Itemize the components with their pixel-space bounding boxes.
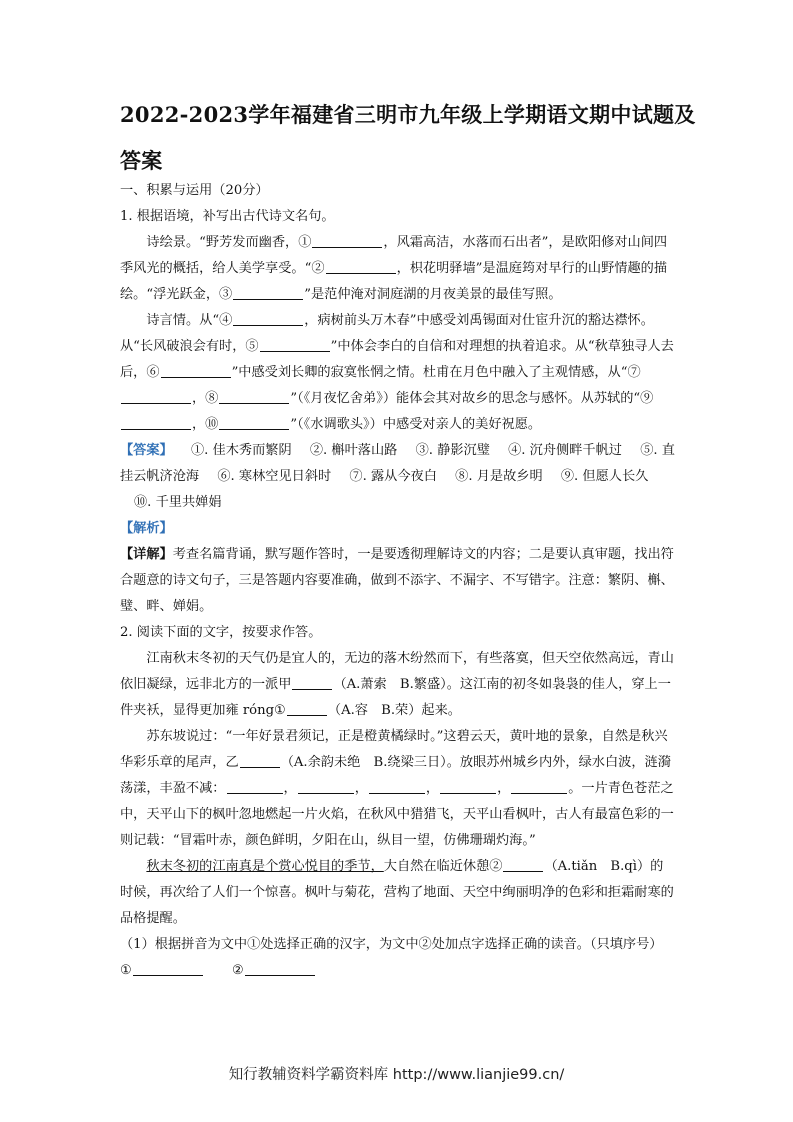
answer-item: ④. 沉舟侧畔千帆过	[508, 443, 622, 458]
answer-blank[interactable]	[219, 389, 289, 404]
question-1-prompt: 1. 根据语境，补写出古代诗文名句。	[120, 209, 335, 224]
answer-blank[interactable]	[133, 961, 203, 976]
detail-block: 【详解】考查名篇背诵，默写题作答时，一是要透彻理解诗文的内容；二是要认真审题，找出符合题意的诗文句子，三是答题内容要准确，做到不添字、不漏字、不写错字。注意：繁阴、槲、璧、畔、婵娟。	[120, 547, 674, 614]
answer-tag: 【答案】	[120, 443, 173, 458]
answer-item: ⑧. 月是故乡明	[455, 469, 543, 484]
answer-item: ③. 静影沉璧	[415, 443, 490, 458]
answer-blank[interactable]	[503, 857, 543, 872]
answer-item: ①. 佳木秀而繁阴	[190, 443, 292, 458]
answer-blank[interactable]	[287, 701, 327, 716]
answer-blank[interactable]	[227, 779, 283, 794]
question-2-prompt: 2. 阅读下面的文字，按要求作答。	[120, 625, 322, 640]
answer-blank[interactable]	[298, 779, 354, 794]
answer-item: ⑥. 寒林空见日斜时	[217, 469, 332, 484]
answer-block	[120, 438, 676, 516]
answer-item: ⑦. 露从今夜白	[349, 469, 437, 484]
answer-item: ⑤. 直挂云帆济沧海	[120, 443, 675, 484]
answer-blank[interactable]	[219, 415, 289, 430]
answer-blank[interactable]	[292, 675, 332, 690]
answer-item: ⑨. 但愿人长久	[560, 469, 649, 484]
answer-blank[interactable]	[121, 389, 191, 404]
detail-tag: 【详解】	[120, 547, 173, 562]
answer-blank[interactable]	[233, 285, 303, 300]
answer-item: ⑩. 千里共婵娟	[134, 495, 222, 510]
sub-question-1-answers: ① ②	[120, 958, 676, 984]
answer-blank[interactable]	[511, 779, 567, 794]
answer-blank[interactable]	[326, 259, 396, 274]
answer-blank[interactable]	[233, 311, 303, 326]
question-1-paragraph-2: 诗言情。从“④ ，病树前头万木春”中感受刘禹锡面对仕宦升沉的豁达襟怀。从“长风破浪会有时，⑤ ”中体会李白的自信和对理想的执着追求。从“秋草独寻人去后，⑥ ”中感受刘长卿的寂寞怅惘之情。杜甫在月色中融入了主观情感，从“⑦，⑧ ”（《月夜忆舍弟》）能体会其对故乡的思念与感怀。从苏轼的“⑨，⑩ ”（《水调歌头》）中感受对亲人的美好祝愿。	[120, 313, 674, 432]
answer-blank[interactable]	[161, 363, 231, 378]
answer-blank[interactable]	[312, 233, 382, 248]
answer-blank[interactable]	[369, 779, 425, 794]
answer-blank[interactable]	[260, 337, 330, 352]
underlined-sentence: 秋末冬初的江南真是个赏心悦目的季节，	[146, 859, 384, 874]
answer-item: ②. 槲叶落山路	[309, 443, 398, 458]
question-2-paragraph-2: 苏东坡说过：“一年好景君须记，正是橙黄橘绿时。”这碧云天，黄叶地的景象，自然是秋兴华彩乐章的尾声，乙 （A.余韵未绝 B.绕梁三日）。放眼苏州城乡内外，绿水白波，涟漪荡漾，丰盈不减： ， ， ， ， 。一片青色苍茫之中，天平山下的枫叶忽地燃起一片火焰，在秋风中猎猎飞，天平山看枫叶，古人有最富色彩的一则记载：“冒霜叶赤，颜色鲜明，夕阳在山，纵目一望，仿佛珊瑚灼海。”	[120, 729, 674, 848]
answer-blank[interactable]	[245, 961, 315, 976]
answer-blank[interactable]	[440, 779, 496, 794]
answer-blank[interactable]	[121, 415, 191, 430]
question-1-paragraph-1: 诗绘景。“野芳发而幽香，① ，风霜高洁，水落而石出者”，是欧阳修对山间四季风光的概括，给人美学享受。“② ，枳花明驿墙”是温庭筠对早行的山野情趣的描绘。“浮光跃金，③ ”是范仲淹对洞庭湖的月夜美景的最佳写照。	[120, 235, 668, 302]
analysis-heading: 【解析】	[120, 521, 173, 536]
question-2-paragraph-3: 秋末冬初的江南真是个赏心悦目的季节，大自然在临近休憩② （A.tiǎn B.qì）的时候，再次给了人们一个惊喜。枫叶与菊花，营构了地面、天空中绚丽明净的色彩和拒霜耐寒的品格提醒。	[120, 859, 674, 926]
page-title: 2022-2023学年福建省三明市九年级上学期语文期中试题及答案	[120, 102, 696, 173]
section-heading: 一、积累与运用（20分）	[120, 183, 269, 198]
sub-question-1: （1）根据拼音为文中①处选择正确的汉字，为文中②处加点字选择正确的读音。（只填序号）	[120, 937, 663, 952]
document-body	[120, 178, 676, 984]
footer-watermark: 知行教辅资料学霸资料库 http://www.lianjie99.cn/	[228, 1067, 565, 1083]
question-2-paragraph-1: 江南秋末冬初的天气仍是宜人的，无边的落木纷然而下，有些落寞，但天空依然高远，青山依旧凝绿，远非北方的一派甲 （A.萧索 B.繁盛）。这江南的初冬如袅袅的佳人，穿上一件夹袄，显得更加雍 róng① （A.容 B.荣）起来。	[120, 651, 674, 718]
answer-blank[interactable]	[240, 753, 280, 768]
